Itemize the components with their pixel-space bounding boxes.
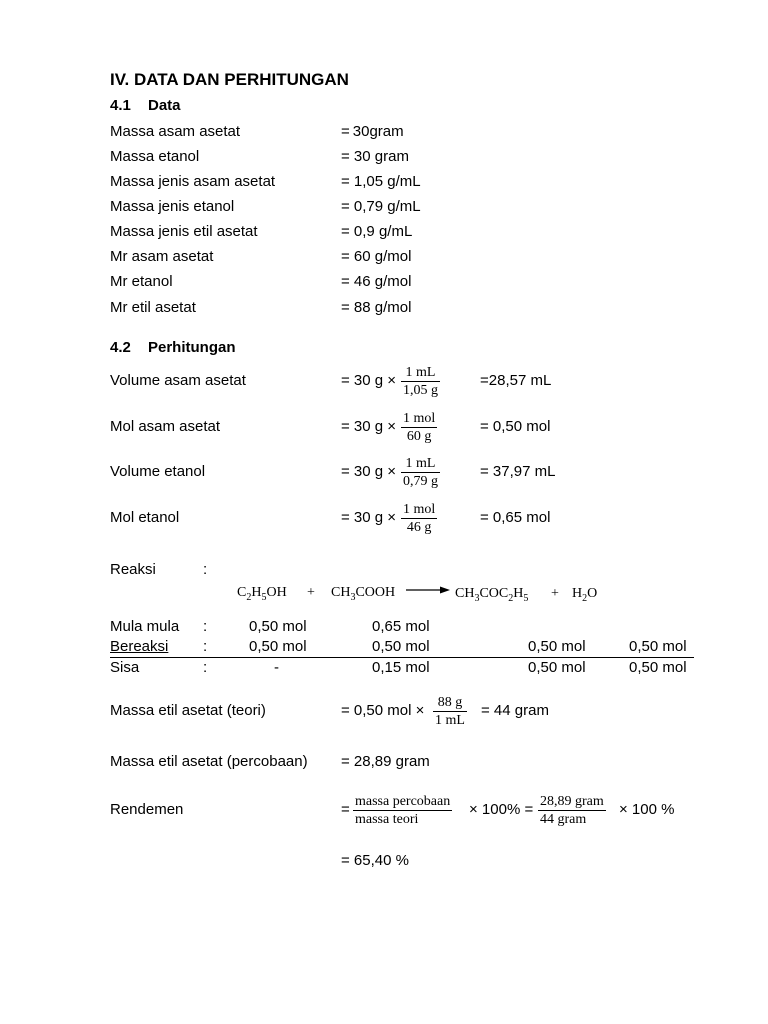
- page-heading: IV. DATA DAN PERHITUNGAN: [110, 70, 349, 89]
- calc-result: = 0,65 mol: [480, 509, 551, 526]
- data-value: = 88 g/mol: [341, 299, 412, 316]
- stoich-cell: 0,50 mol: [629, 638, 687, 655]
- stoich-cell: 0,50 mol: [372, 638, 430, 655]
- fraction-denominator: 1 mL: [435, 713, 465, 728]
- stoich-cell: 0,50 mol: [629, 659, 687, 676]
- stoich-colon: :: [203, 618, 208, 635]
- formula-acetic-acid: $CH_3COOH$: [331, 585, 396, 603]
- calc-lhs: = 30 g ×: [341, 509, 397, 526]
- stoich-cell: 0,50 mol: [528, 638, 586, 655]
- mass-theory-label: Massa etil asetat (teori): [110, 702, 266, 719]
- fraction-numerator: massa percobaan: [355, 794, 451, 809]
- fraction-numerator: 1 mol: [403, 411, 436, 426]
- yield-formula-fraction: [353, 793, 452, 828]
- mass-experiment-value: = 28,89 gram: [341, 753, 430, 770]
- fraction-numerator: 1 mL: [401, 455, 440, 473]
- calc-fraction: [401, 364, 440, 399]
- reaction-label: Reaksi: [110, 561, 156, 578]
- calc-fraction: [401, 501, 437, 536]
- calc-lhs: = 30 g ×: [341, 463, 397, 480]
- data-label: Massa jenis etanol: [110, 198, 235, 215]
- fraction-numerator: 1 mL: [401, 364, 440, 382]
- data-label: Mr etil asetat: [110, 299, 196, 316]
- yield-tail: × 100 %: [619, 801, 675, 818]
- fraction-numerator: 28,89 gram: [540, 794, 604, 809]
- stoich-row-label: Sisa: [110, 659, 140, 676]
- data-label: Mr etanol: [110, 273, 173, 290]
- data-label: Massa jenis asam asetat: [110, 173, 276, 190]
- data-label: Massa asam asetat: [110, 123, 241, 140]
- yield-equals: =: [341, 801, 350, 818]
- fraction-denominator: 60 g: [406, 429, 432, 444]
- mass-theory-fraction: [433, 694, 467, 729]
- plus-sign: +: [307, 585, 315, 600]
- section-title-data: Data: [148, 97, 181, 114]
- data-value: = 60 g/mol: [341, 248, 412, 265]
- fraction-denominator: massa teori: [355, 812, 419, 827]
- data-value: = 30 gram: [341, 148, 409, 165]
- calc-label: Volume asam asetat: [110, 372, 246, 389]
- mass-theory-result: = 44 gram: [481, 702, 549, 719]
- reaction-colon: :: [203, 561, 208, 578]
- data-label: Mr asam asetat: [110, 248, 214, 265]
- stoich-cell: 0,50 mol: [249, 618, 307, 635]
- reaction-arrow-icon: [406, 585, 450, 595]
- mass-theory-lhs: = 0,50 mol ×: [341, 702, 425, 719]
- calc-result: =28,57 mL: [480, 372, 552, 389]
- calc-result: = 0,50 mol: [480, 418, 551, 435]
- data-value: = 0,79 g/mL: [341, 198, 421, 215]
- yield-label: Rendemen: [110, 801, 184, 818]
- calc-label: Mol etanol: [110, 509, 180, 526]
- section-number-4-1: 4.1: [110, 97, 131, 114]
- data-label: Massa jenis etil asetat: [110, 223, 258, 240]
- yield-final: = 65,40 %: [341, 852, 409, 869]
- data-value: = 46 g/mol: [341, 273, 412, 290]
- fraction-numerator: 88 g: [433, 694, 467, 712]
- section-number-4-2: 4.2: [110, 339, 131, 356]
- calc-label: Volume etanol: [110, 463, 206, 480]
- data-value: = 1,05 g/mL: [341, 173, 421, 190]
- formula-water: $H_2O$: [572, 586, 598, 604]
- formula-ethyl-acetate: $CH_3COC_2H_5$: [455, 586, 529, 604]
- fraction-denominator: 46 g: [406, 520, 432, 535]
- mass-experiment-label: Massa etil asetat (percobaan): [110, 753, 308, 770]
- stoich-row-label: Bereaksi: [110, 638, 169, 655]
- stoich-row-label: Mula mula: [110, 618, 180, 635]
- stoich-cell: 0,65 mol: [372, 618, 430, 635]
- fraction-numerator: 1 mol: [403, 502, 436, 517]
- yield-mid: × 100% =: [469, 801, 534, 818]
- calc-fraction: [401, 410, 437, 445]
- calc-result: = 37,97 mL: [480, 463, 556, 480]
- table-divider: [110, 657, 694, 658]
- data-label: Massa etanol: [110, 148, 200, 165]
- stoich-cell: -: [274, 659, 279, 676]
- fraction-denominator: 44 gram: [540, 812, 587, 827]
- calc-fraction: [401, 455, 440, 490]
- stoich-cell: 0,15 mol: [372, 659, 430, 676]
- fraction-denominator: 0,79 g: [403, 474, 438, 489]
- stoich-colon: :: [203, 659, 208, 676]
- yield-value-fraction: [538, 793, 606, 828]
- stoich-cell: 0,50 mol: [249, 638, 307, 655]
- plus-sign: +: [551, 586, 559, 601]
- stoich-cell: 0,50 mol: [528, 659, 586, 676]
- data-value: = 30gram: [341, 123, 404, 140]
- data-value: = 0,9 g/mL: [341, 223, 413, 240]
- section-title-perhitungan: Perhitungan: [148, 339, 236, 356]
- fraction-denominator: 1,05 g: [403, 383, 438, 398]
- calc-lhs: = 30 g ×: [341, 372, 397, 389]
- formula-ethanol: $C_2H_5OH$: [237, 585, 287, 603]
- calc-lhs: = 30 g ×: [341, 418, 397, 435]
- stoich-colon: :: [203, 638, 208, 655]
- calc-label: Mol asam asetat: [110, 418, 221, 435]
